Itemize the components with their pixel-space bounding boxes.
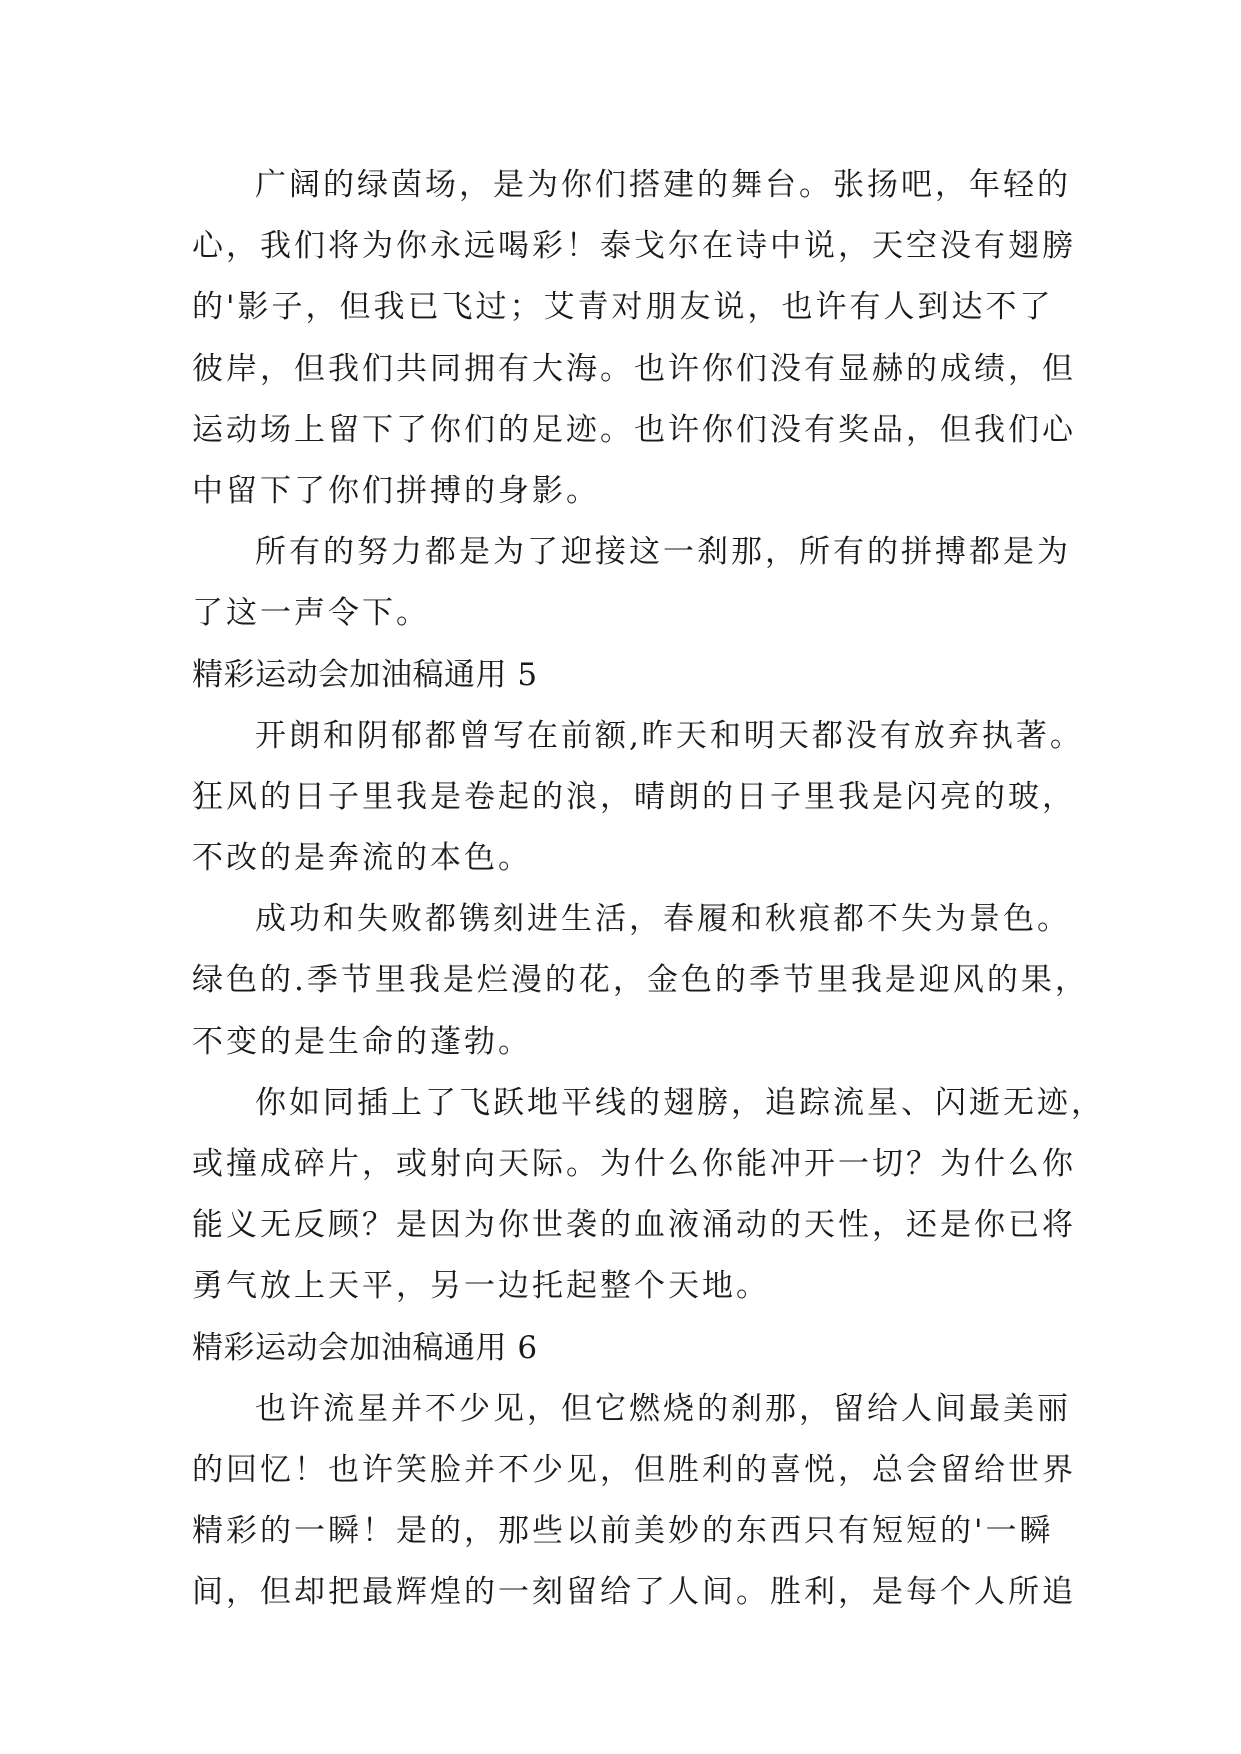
paragraph-line: 开朗和阴郁都曾写在前额,昨天和明天都没有放弃执著。 [255, 717, 1084, 754]
document-body [192, 155, 1105, 1624]
paragraph-line: 所有的努力都是为了迎接这一刹那，所有的拼搏都是为 [255, 534, 1071, 571]
paragraph-line: 成功和失败都镌刻进生活，春履和秋痕都不失为景色。 [255, 901, 1071, 938]
section-heading: 精彩运动会加油稿通用 6 [192, 1329, 538, 1366]
paragraph-line: 勇气放上天平，另一边托起整个天地。 [192, 1268, 770, 1305]
paragraph-line: 中留下了你们拼搏的身影。 [192, 472, 600, 509]
paragraph-line: 不变的是生命的蓬勃。 [192, 1023, 532, 1060]
paragraph-line: 的回忆！也许笑脸并不少见，但胜利的喜悦，总会留给世界 [192, 1451, 1076, 1488]
paragraph-line: 运动场上留下了你们的足迹。也许你们没有奖品，但我们心 [192, 411, 1076, 448]
section-heading: 精彩运动会加油稿通用 5 [192, 656, 538, 693]
paragraph-line: 广阔的绿茵场，是为你们搭建的舞台。张扬吧，年轻的 [255, 167, 1071, 203]
paragraph-line: 的'影子，但我已飞过；艾青对朋友说，也许有人到达不了 [192, 289, 1054, 326]
paragraph-line: 或撞成碎片，或射向天际。为什么你能冲开一切？为什么你 [192, 1146, 1076, 1182]
paragraph-line: 狂风的日子里我是卷起的浪，晴朗的日子里我是闪亮的玻， [192, 778, 1076, 815]
paragraph-line: 精彩的一瞬！是的，那些以前美妙的东西只有短短的'一瞬 [192, 1513, 1054, 1550]
paragraph-line: 心，我们将为你永远喝彩！泰戈尔在诗中说，天空没有翅膀 [192, 228, 1076, 265]
paragraph-line: 也许流星并不少见，但它燃烧的刹那，留给人间最美丽 [255, 1390, 1071, 1427]
paragraph-line: 你如同插上了飞跃地平线的翅膀，追踪流星、闪逝无迹， [255, 1084, 1105, 1121]
paragraph-line: 不改的是奔流的本色。 [192, 840, 532, 877]
paragraph-line: 能义无反顾？是因为你世袭的血液涌动的天性，还是你已将 [192, 1207, 1076, 1244]
paragraph-line: 彼岸，但我们共同拥有大海。也许你们没有显赫的成绩，但 [192, 350, 1076, 387]
paragraph-line: 绿色的.季节里我是烂漫的花，金色的季节里我是迎风的果， [192, 962, 1089, 999]
paragraph-line: 了这一声令下。 [192, 595, 430, 632]
paragraph-line: 间，但却把最辉煌的一刻留给了人间。胜利，是每个人所追 [192, 1574, 1076, 1611]
